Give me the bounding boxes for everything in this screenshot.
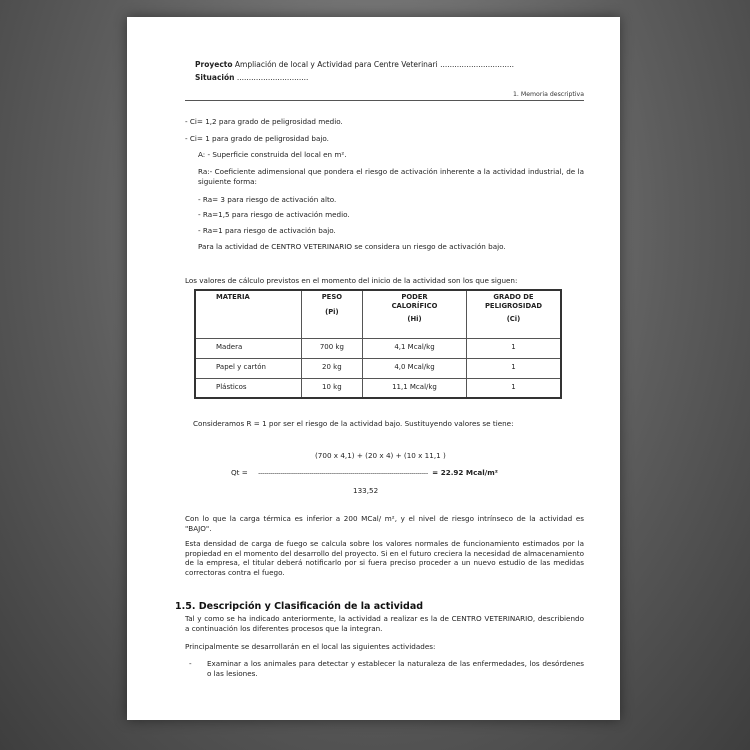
cell-poder: 4,1 Mcal/kg <box>363 338 467 358</box>
cell-materia: Madera <box>195 338 301 358</box>
bullet-item-1: Examinar a los animales para detectar y establecer la naturaleza de las enfermedades, los desórdenes o las lesiones. <box>207 659 584 678</box>
ra-conclusion: Para la actividad de CENTRO VETERINARIO se considera un riesgo de activación bajo. <box>198 242 506 251</box>
cell-materia: Papel y cartón <box>195 358 301 378</box>
cell-grado: 1 <box>466 358 561 378</box>
cell-grado: 1 <box>466 338 561 358</box>
ci-bajo-line: - Ci= 1 para grado de peligrosidad bajo. <box>185 134 329 143</box>
cell-peso: 20 kg <box>301 358 362 378</box>
cell-poder: 4,0 Mcal/kg <box>363 358 467 378</box>
table-header-row <box>195 290 561 338</box>
table-row <box>195 338 561 358</box>
situacion-label: Situación <box>195 73 235 82</box>
header-grado: GRADO DE PELIGROSIDAD (Ci) <box>466 290 561 338</box>
header-peso: PESO (Pi) <box>301 290 362 338</box>
cell-materia: Plásticos <box>195 378 301 398</box>
qt-label: Qt = <box>231 468 248 477</box>
proyecto-value: Ampliación de local y Actividad para Centre Veterinari ............................... <box>234 60 514 69</box>
cell-poder: 11,1 Mcal/kg <box>363 378 467 398</box>
ra-bajo-line: - Ra=1 para riesgo de activación bajo. <box>198 226 336 235</box>
considera-line: Consideramos R = 1 por ser el riesgo de la actividad bajo. Sustituyendo valores se tiene: <box>193 419 514 428</box>
ci-medio-line: - Ci= 1,2 para grado de peligrosidad medio. <box>185 117 343 126</box>
bullet-dash: - <box>189 659 192 668</box>
table-row <box>195 358 561 378</box>
section-paragraph-1: Tal y como se ha indicado anteriormente, la actividad a realizar es la de CENTRO VETERINARIO, describiendo a continuación los diferentes procesos que la integran. <box>185 614 584 633</box>
ra-medio-line: - Ra=1,5 para riesgo de activación medio. <box>198 210 350 219</box>
ra-alto-line: - Ra= 3 para riesgo de activación alto. <box>198 195 337 204</box>
section-heading: 1.5. Descripción y Clasificación de la actividad <box>175 601 424 612</box>
formula-denominator: 133,52 <box>353 486 379 495</box>
valores-intro: Los valores de cálculo previstos en el momento del inicio de la actividad son los que siguen: <box>185 276 518 285</box>
fire-load-table <box>194 289 562 399</box>
a-definition: A: - Superficie construida del local en m². <box>198 150 347 159</box>
formula-line <box>231 468 498 478</box>
section-reference: 1. Memoria descriptiva <box>513 91 584 98</box>
header-divider <box>185 100 584 101</box>
header-materia: MATERIA <box>195 290 301 338</box>
cell-peso: 700 kg <box>301 338 362 358</box>
cell-peso: 10 kg <box>301 378 362 398</box>
cell-grado: 1 <box>466 378 561 398</box>
document-page <box>127 17 620 720</box>
formula-result: = 22.92 Mcal/m² <box>432 468 498 477</box>
table-row <box>195 378 561 398</box>
formula-numerator: (700 x 4,1) + (20 x 4) + (10 x 11,1 ) <box>315 451 446 460</box>
situacion-value: .............................. <box>236 73 309 82</box>
ra-definition: Ra:- Coeficiente adimensional que pondera el riesgo de activación inherente a la actividad industrial, de la siguiente forma: <box>198 167 584 186</box>
conclusion-paragraph-2: Esta densidad de carga de fuego se calcula sobre los valores normales de funcionamiento estimados por la propiedad en el momento del desarrollo del proyecto. Si en el futuro creciera la necesidad de almacenamiento de la empresa, el titular deberá notificarlo por si fuera preciso proceder a un nuevo estudio de las medidas correctoras contra el fuego. <box>185 539 584 578</box>
section-paragraph-2: Principalmente se desarrollarán en el local las siguientes actividades: <box>185 642 436 651</box>
conclusion-paragraph-1: Con lo que la carga térmica es inferior a 200 MCal/ m², y el nivel de riesgo intrínseco de la actividad es "BAJO". <box>185 514 584 533</box>
header-situacion <box>195 73 308 83</box>
header-poder: PODER CALORÍFICO (Hi) <box>363 290 467 338</box>
proyecto-label: Proyecto <box>195 60 233 69</box>
header-proyecto <box>195 60 514 70</box>
formula-dashes: ----------------------------------------------------------------------------------- <box>258 469 428 477</box>
